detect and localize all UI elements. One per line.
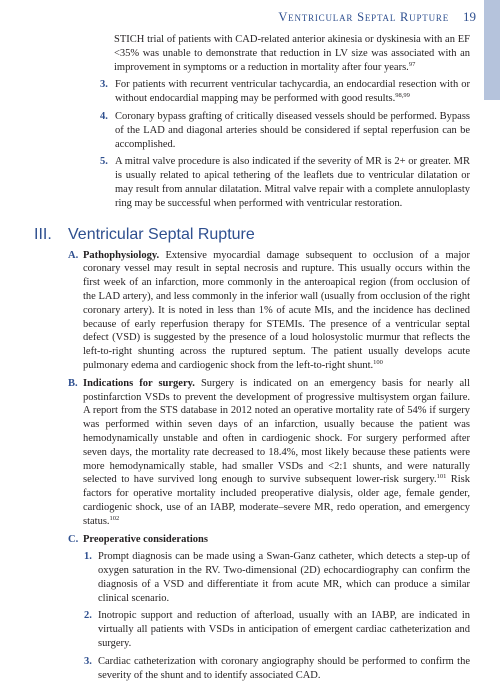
list-item-text: Cardiac catheterization with coronary angiography should be performed to confirm the severity of the shunt and to identify associated CAD. xyxy=(98,655,470,681)
list-number: 2. xyxy=(84,610,92,622)
subsection-indications xyxy=(68,377,470,529)
list-item-text: A mitral valve procedure is also indicated if the severity of MR is 2+ or greater. MR is usually related to apical tethering of the leaflets due to ventricular dilatation or may result from annular dilatation. Mitral valve repair with a complete annuloplasty ring may be successful when performed with ventricular restoration. xyxy=(115,156,470,209)
page-number: 19 xyxy=(463,9,476,24)
list-number: 4. xyxy=(100,110,108,122)
list-item xyxy=(84,609,470,650)
subsection-text-continued: Risk factors for operative mortality included preoperative dialysis, older age, female gender, cardiogenic shock, use of an IABP, moderate–severe MR, redo operation, and emergency status. xyxy=(83,474,470,527)
subsection-title: Preoperative considerations xyxy=(83,533,208,545)
list-item-text: For patients with recurrent ventricular tachycardia, an endocardial resection with or without endocardial mapping may be performed with good results. xyxy=(115,79,470,105)
reference-marker: 97 xyxy=(408,60,416,68)
list-item xyxy=(84,550,470,605)
list-number: 5. xyxy=(100,156,108,168)
section-title: Ventricular Septal Rupture xyxy=(68,225,255,243)
subsection-letter: B. xyxy=(68,377,78,389)
page-header xyxy=(278,6,476,28)
running-head: Ventricular Septal Rupture xyxy=(278,9,449,24)
reference-marker: 101 xyxy=(436,473,447,481)
subsection-title: Pathophysiology. xyxy=(83,249,160,261)
list-number: 1. xyxy=(84,551,92,563)
subsection-title: Indications for surgery. xyxy=(83,377,195,389)
page-body xyxy=(34,33,470,682)
subsection-letter: C. xyxy=(68,533,79,545)
reference-marker: 102 xyxy=(109,514,120,522)
reference-marker: 100 xyxy=(373,358,383,366)
chapter-tab xyxy=(484,0,500,100)
reference-marker: 98,99 xyxy=(395,92,410,100)
subsection-letter: A. xyxy=(68,249,79,261)
list-item xyxy=(100,78,470,106)
list-item-text: Prompt diagnosis can be made using a Swan-Ganz catheter, which detects a step-up of oxygen saturation in the RV. Two-dimensional (2D) echocardiography can confirm the diagnosis of a VSD and differentiate it from acute MR, which can produce a similar clinical scenario. xyxy=(98,551,470,604)
list-item xyxy=(100,155,470,210)
list-number: 3. xyxy=(100,79,108,91)
list-number: 3. xyxy=(84,655,92,667)
list-item xyxy=(100,110,470,151)
section-number: III. xyxy=(34,225,52,243)
subsection-text: Surgery is indicated on an emergency basis for nearly all postinfarction VSDs to prevent the development of progressive multisystem organ failure. A report from the STS database in 2012 noted an operative mortality rate of 54% if surgery was performed within seven days of an infarction, usually because the patient was hemodynamically unstable and often in cardiogenic shock. For surgery performed after seven days, the mortality rate decreased to 18.4%, most likely because these patients were more hemodynamically stable, had smaller VSDs and <2:1 shunts, and were naturally selected to have survived long enough to survive subsequent lower-risk surgery. xyxy=(83,377,470,486)
continued-paragraph xyxy=(114,33,470,74)
list-item-text: Coronary bypass grafting of critically diseased vessels should be performed. Bypass of the LAD and diagonal arteries should be considered if septal reperfusion can be accomplished. xyxy=(115,110,470,150)
subsection-pathophysiology xyxy=(68,249,470,373)
subsection-preoperative xyxy=(68,533,470,547)
list-item xyxy=(84,655,470,683)
section-heading xyxy=(34,225,470,245)
list-item-text: Inotropic support and reduction of afterload, usually with an IABP, are indicated in virtually all patients with VSDs in anticipation of emergent cardiac catheterization and surgery. xyxy=(98,610,470,650)
continued-paragraph-text: STICH trial of patients with CAD-related anterior akinesia or dyskinesia with an EF <35% was unable to demonstrate that reduction in LV size was associated with an improvement in symptoms or a reduction in mortality after four years. xyxy=(114,34,470,73)
subsection-text: Extensive myocardial damage subsequent to occlusion of a major coronary vessel may result in septal necrosis and rupture. This usually occurs within the first week of an infarction, more commonly in the anteroapical region (from occlusion of the LAD artery), and less commonly in the inferior wall (usually from occlusion of the right coronary artery). It is noted in less than 1% of acute MIs, and the incidence has declined because of early reperfusion therapy for STEMIs. The presence of a ventricular septal defect (VSD) is suggested by the presence of a loud holosystolic murmur that reflects the left-to-right shunting across the ruptured septum. The patient usually develops acute pulmonary edema and cardiogenic shock from the left-to-right shunt. xyxy=(83,249,470,371)
